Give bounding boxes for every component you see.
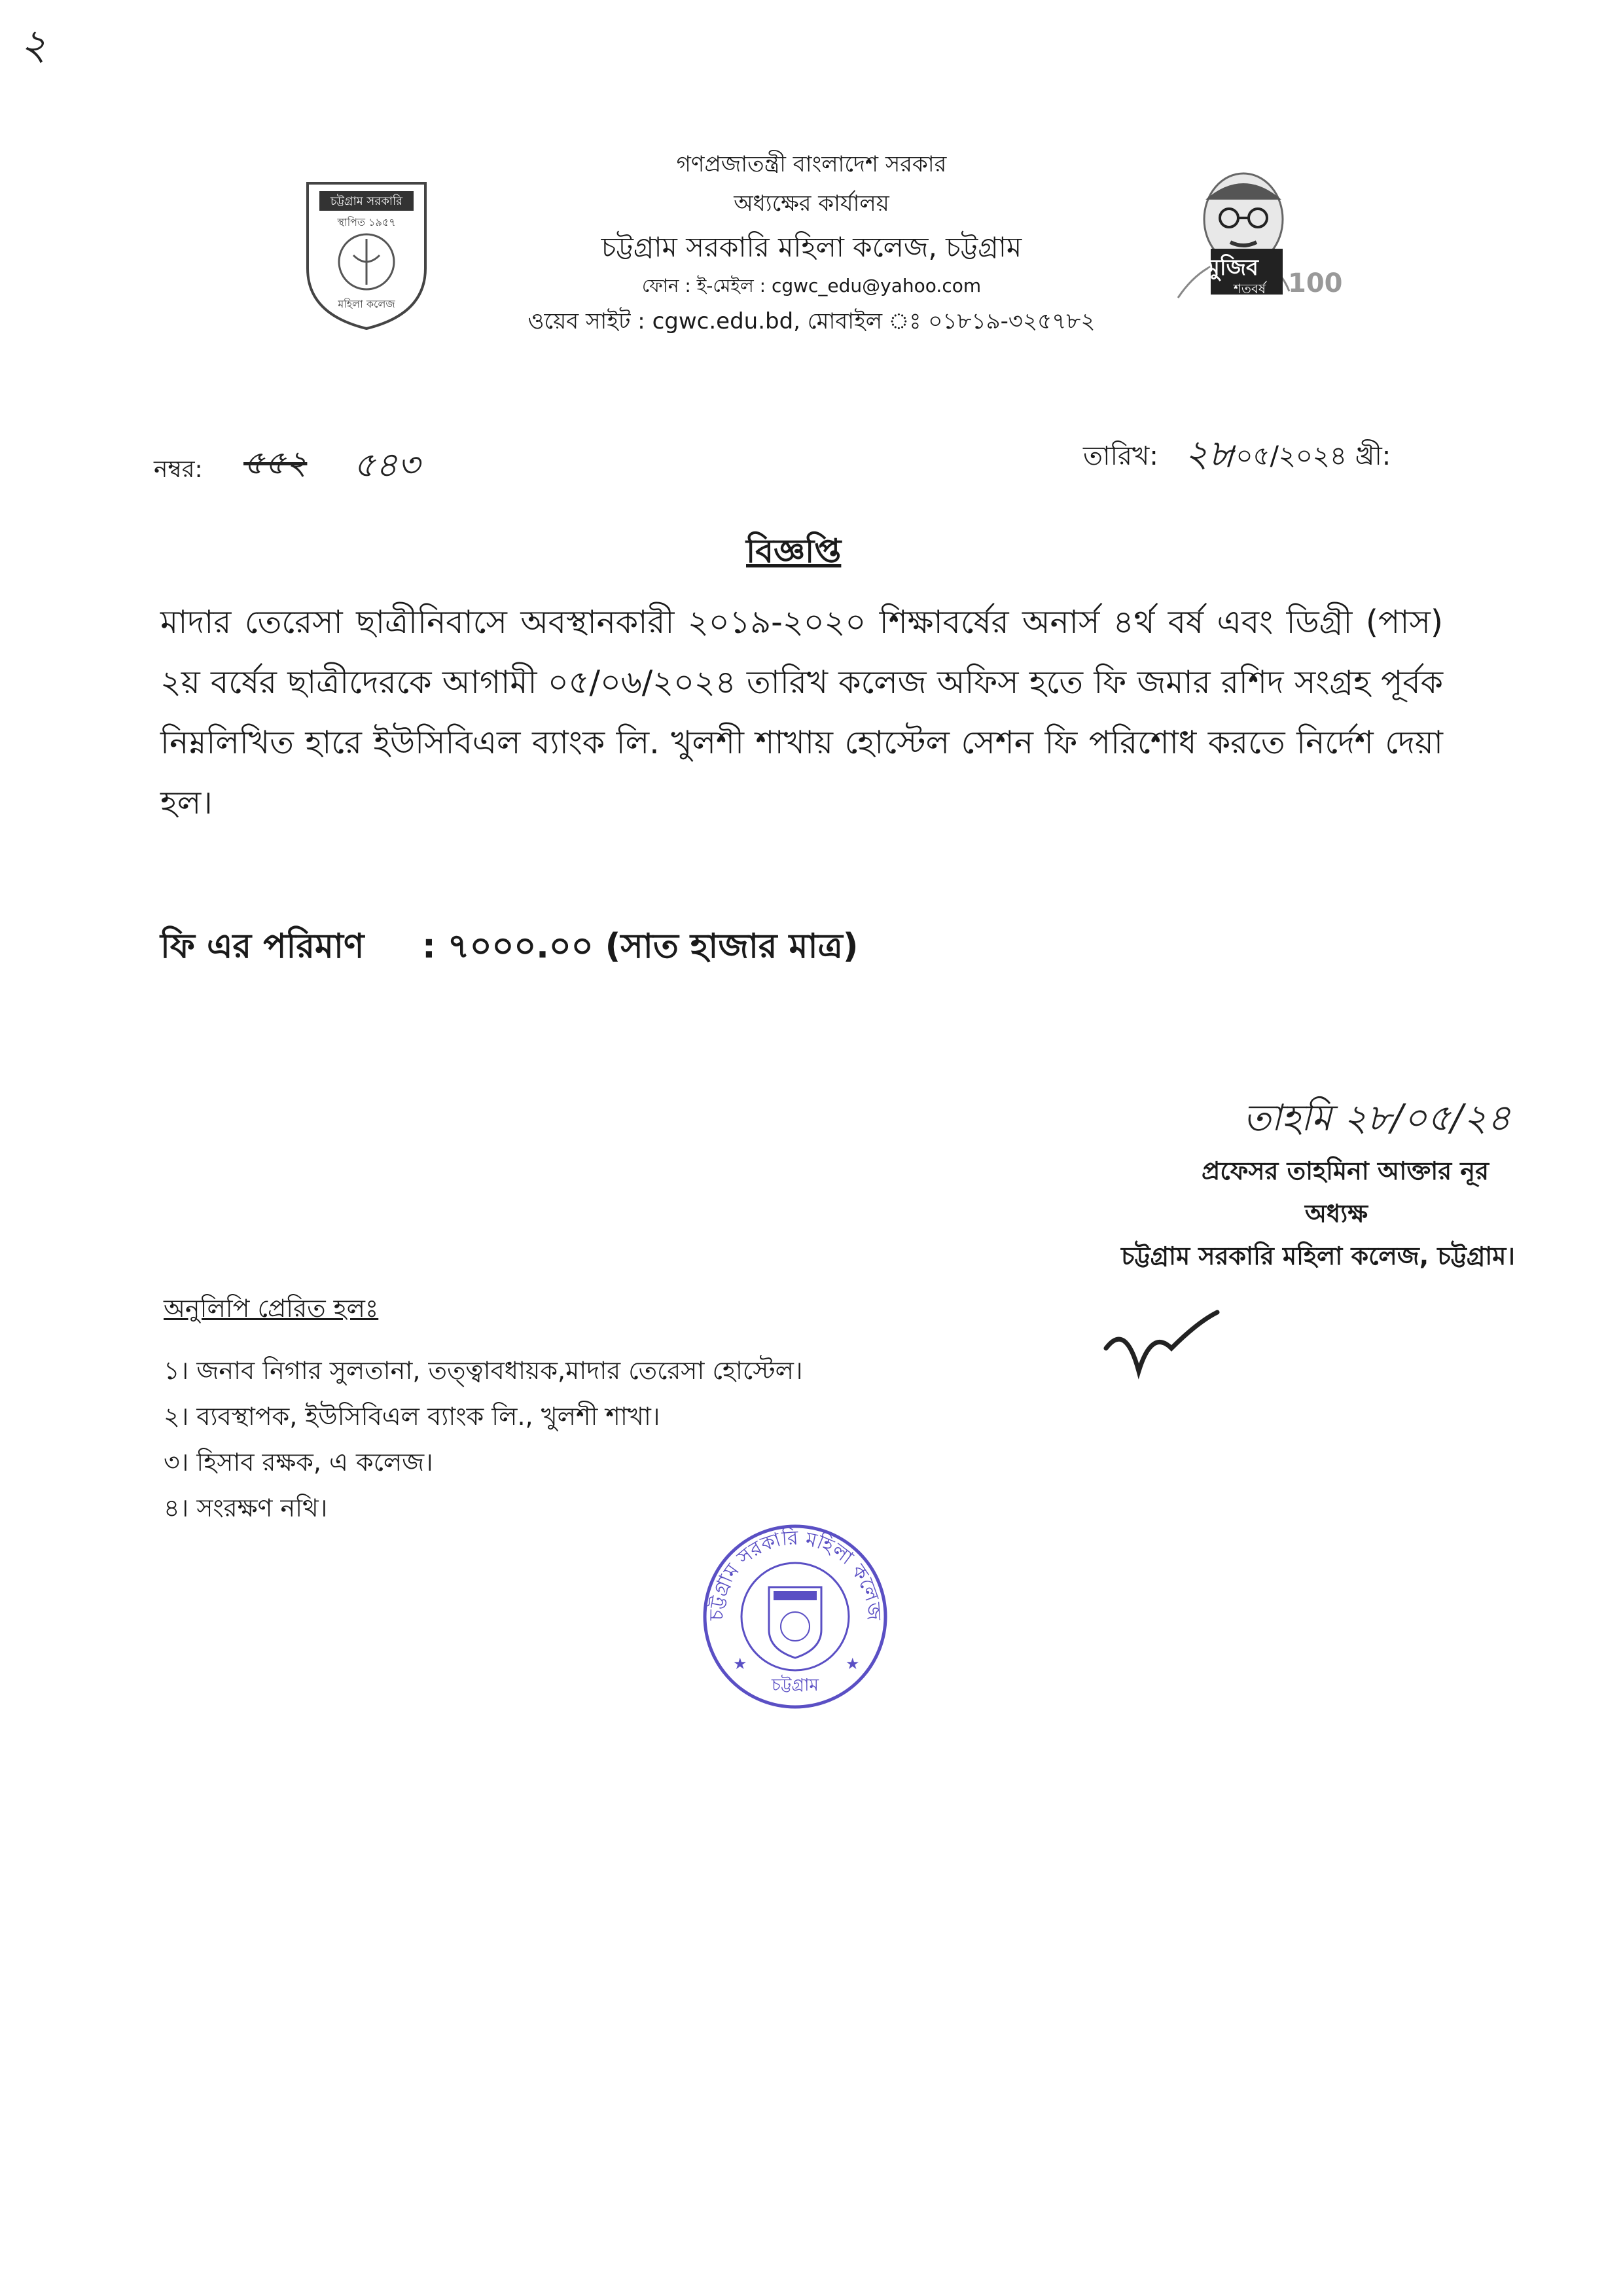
logo-text-top: চট্টগ্রাম সরকারি	[330, 194, 403, 208]
star-icon-left: ★	[733, 1655, 747, 1673]
govt-title: গণপ্রজাতন্ত্রী বাংলাদেশ সরকার	[676, 151, 947, 177]
stamp-ring-text: চট্টগ্রাম সরকারি মহিলা কলেজ	[705, 1526, 885, 1621]
notice-title: বিজ্ঞপ্তি	[746, 532, 842, 570]
signature-handwritten: তাহমি ২৮/০৫/২৪	[1243, 1097, 1511, 1139]
signer-name: প্রফেসর তাহমিনা আক্তার নূর	[1201, 1157, 1489, 1185]
logo-text-year: স্থাপিত ১৯৫৭	[337, 216, 396, 228]
signer-office: চট্টগ্রাম সরকারি মহিলা কলেজ, চট্টগ্রাম।	[1121, 1242, 1515, 1270]
memo-number-struck: ৫৫২	[243, 444, 308, 482]
college-name: চট্টগ্রাম সরকারি মহিলা কলেজ, চট্টগ্রাম	[601, 231, 1022, 263]
memo-number-value: ৫৪৩	[353, 446, 420, 485]
cc-item-3: ৩। হিসাব রক্ষক, এ কলেজ।	[164, 1448, 433, 1477]
logo-text-bottom: মহিলা কলেজ	[338, 298, 395, 310]
initial-scribble	[1099, 1309, 1224, 1381]
date-handwritten: ২৮	[1185, 433, 1232, 475]
college-logo	[301, 177, 432, 334]
mujib-centenary-logo	[1165, 160, 1368, 304]
notice-body: মাদার তেরেসা ছাত্রীনিবাসে অবস্থানকারী ২০১৯-২০২০ শিক্ষাবর্ষের অনার্স ৪র্থ বর্ষ এবং ডিগ্রী (পাস) ২য় বর্ষের ছাত্রীদেরকে আগামী ০৫/০৬/২০২৪ তারিখ কলেজ অফিস হতে ফি জমার রশিদ সংগ্রহ পূর্বক নিম্নলিখিত হারে ইউসিবিএল ব্যাংক লি. খুলশী শাখায় হোস্টেল সেশন ফি পরিশোধ করতে নির্দেশ দেয়া হল।	[160, 603, 1443, 821]
contact-web-mobile: ওয়েব সাইট : cgwc.edu.bd, মোবাইল ঃ ০১৮১৯-৩২৫৭৮২	[527, 308, 1096, 334]
contact-email: ফোন : ই-মেইল : cgwc_edu@yahoo.com	[641, 275, 982, 296]
memo-number-label: নম্বর:	[154, 456, 203, 483]
mujib-number: 100	[1288, 268, 1343, 298]
college-logo-shield	[301, 177, 432, 334]
date-label: তারিখ:	[1083, 441, 1158, 471]
office-title: অধ্যক্ষের কার্যালয়	[734, 190, 889, 217]
signer-designation: অধ্যক্ষ	[1304, 1199, 1368, 1228]
corner-mark: ২	[20, 21, 47, 69]
cc-item-1: ১। জনাব নিগার সুলতানা, তত্ত্বাবধায়ক,মাদার তেরেসা হোস্টেল।	[164, 1356, 803, 1385]
date-printed: /০৫/২০২৪ খ্রী:	[1227, 441, 1391, 471]
stamp-bottom-text: চট্টগ্রাম	[772, 1676, 819, 1695]
fee-label: ফি এর পরিমাণ	[160, 927, 365, 966]
mujib-label: মুজিব	[1207, 255, 1258, 281]
cc-item-4: ৪। সংরক্ষণ নথি।	[164, 1494, 328, 1522]
official-stamp	[700, 1522, 890, 1712]
cc-item-2: ২। ব্যবস্থাপক, ইউসিবিএল ব্যাংক লি., খুলশী শাখা।	[164, 1402, 660, 1431]
fee-value: : ৭০০০.০০ (সাত হাজার মাত্র)	[422, 927, 859, 966]
stamp-seal	[700, 1522, 890, 1712]
star-icon-right: ★	[846, 1655, 860, 1673]
cc-heading: অনুলিপি প্রেরিত হলঃ	[164, 1294, 379, 1323]
mujib-sublabel: শতবর্ষ	[1234, 281, 1266, 296]
